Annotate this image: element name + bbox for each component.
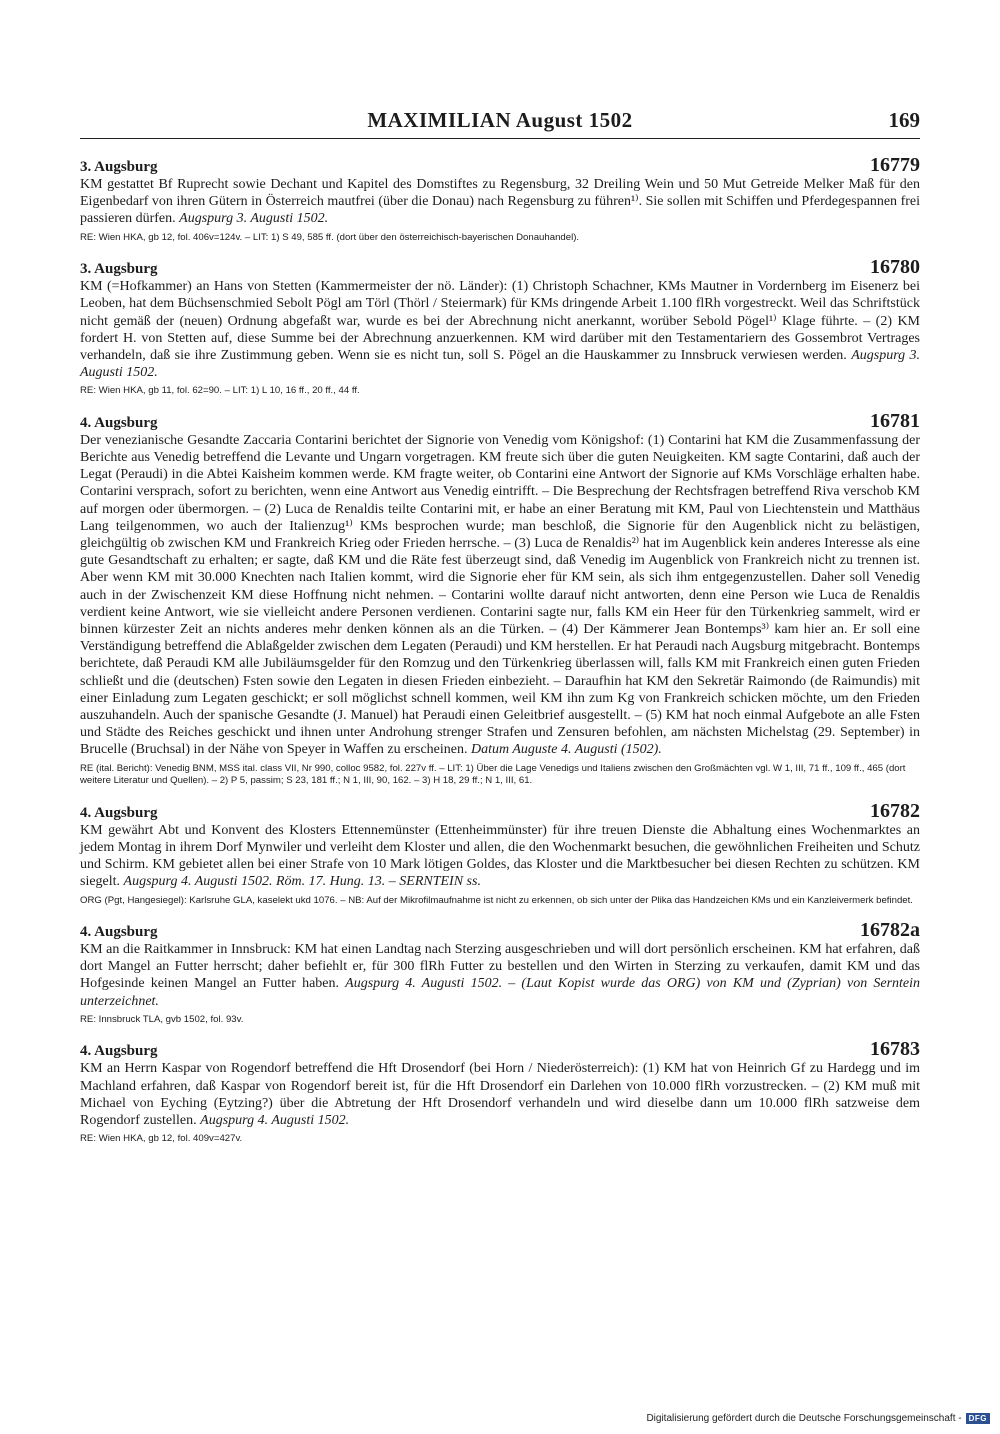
entry-reference: ORG (Pgt, Hangesiegel): Karlsruhe GLA, kaselekt ukd 1076. – NB: Auf der Mikrofilmaufnahme ist nicht zu erkennen, ob sich unter der Plika das Handzeichen KMs und ein Kanzleivermerk befindet. [80, 894, 913, 906]
entry-number: 16782a [860, 919, 920, 941]
entry [80, 919, 920, 1026]
entry-number: 16781 [870, 409, 920, 432]
entry-date-place: 3. Augsburg [80, 159, 158, 175]
entry-number: 16782 [870, 799, 920, 822]
entry-text: KM an Herrn Kaspar von Rogendorf betreffend die Hft Drosendorf (bei Horn / Niederösterreich): (1) KM hat von Heinrich Gf zu Hardegg und im Machland erfahren, daß Kaspar von Rogendorf bereit ist, für die Hft Drosendorf ein Darlehen von 10.000 flRh vorzustrecken. – (2) KM muß mit Michael von Eyching (Eytzing?) über die Abtretung der Hft Drosendorf verhandeln und wird dieselbe dann um 10.000 flRh satzweise dem Rogendorf zustellen. [80, 1061, 920, 1128]
header-rule [80, 138, 920, 139]
entry-header [80, 1038, 920, 1060]
entry-reference: RE: Innsbruck TLA, gvb 1502, fol. 93v. [80, 1013, 244, 1025]
entry-dating: Augspurg 4. Augusti 1502. [200, 1112, 350, 1128]
entry-text: KM gestattet Bf Ruprecht sowie Dechant und Kapitel des Domstiftes zu Regensburg, 32 Dreiling Wein und 50 Mut Getreide Melker Maß für den Eigenbedarf von ihren Gütern in Österreich mautfrei (über die Donau) nach Regensburg zu führen¹⁾. Sie sollen mit Schiffen und Pferdegespannen frei passieren dürfen. [80, 177, 920, 227]
entry-body [80, 822, 920, 891]
entry-header [80, 410, 920, 432]
entry-dating: Augspurg 4. Augusti 1502. Röm. 17. Hung. 13. – SERNTEIN ss. [123, 874, 481, 890]
entry-header [80, 154, 920, 176]
entry-body [80, 432, 920, 759]
entry-header [80, 256, 920, 278]
entry-header [80, 919, 920, 941]
entry-body [80, 941, 920, 1010]
entry-body [80, 278, 920, 381]
entry-text: KM an die Raitkammer in Innsbruck: KM hat einen Landtag nach Sterzing ausgeschrieben und will dort persönlich erscheinen. KM hat erfahren, daß dort Mangel an Futter herrscht; daher befiehlt er, für 300 flRh Futter zu bestellen und den Wirten in Sterzing zu verkaufen, damit KM und das Hofgesinde keinen Mangel an Futter haben. [80, 942, 920, 992]
entry-header [80, 800, 920, 822]
entry-number: 16783 [870, 1038, 920, 1061]
entry-text: KM (=Hofkammer) an Hans von Stetten (Kammermeister der nö. Länder): (1) Christoph Schachner, KMs Mautner in Vordernberg im Eisenerz bei Leoben, hat dem Büchsenschmied Sebolt Pögl am Törl (Thörl / Steiermark) für KMs dringende Arbeit 1.100 flRh vorgestreckt. Weil das Schriftstück nicht gemäß der (neuen) Ordnung abgefaßt war, wurde es bei der Abrechnung nicht anerkannt, worüber Sebold Pögel¹⁾ Klage führte. – (2) KM fordert H. von Stetten auf, diese Summe bei der Abrechnung anzuerkennen. KM wird darüber mit den Testamentariern des Gossembrot Vertrages verhandeln, daß sie ihre Zustimmung geben. Wenn sie es nicht tun, soll S. Pögel an die Hauskammer zu Innsbruck verwiesen werden. [80, 279, 920, 363]
page-number: 169 [888, 108, 920, 132]
entry [80, 800, 920, 907]
entry-dating: Datum Auguste 4. Augusti (1502). [471, 742, 662, 758]
entry [80, 256, 920, 398]
entry-reference: RE (ital. Bericht): Venedig BNM, MSS ital. class VII, Nr 990, colloc 9582, fol. 227v ff. – LIT: 1) Über die Lage Venedigs und Italiens zwischen den Großmächten vgl. W 1, III, 71 ff., 109 ff., 465 (dort weitere Literatur und Quellen). – 2) P 5, passim; S 23, 181 ff.; N 1, III, 90, 162. – 3) H 18, 29 ff.; N 1, III, 61. [80, 762, 906, 787]
entry-date-place: 4. Augsburg [80, 414, 158, 431]
footer [646, 1413, 990, 1424]
running-title: MAXIMILIAN August 1502 [367, 108, 633, 132]
entry-dating: Augspurg 3. Augusti 1502. [80, 347, 920, 381]
entries-list [80, 154, 920, 1158]
entry-reference: RE: Wien HKA, gb 12, fol. 409v=427v. [80, 1133, 243, 1145]
footer-credit: Digitalisierung gefördert durch die Deutsche Forschungsgemeinschaft - [646, 1413, 962, 1424]
entry-text: KM gewährt Abt und Konvent des Klosters Ettennemünster (Ettenheimmünster) für ihre treuen Dienste die Abhaltung eines Wochenmarktes an jedem Montag in ihrem Dorf Mynwiler und verleiht dem Kloster und allen, die den Wochenmarkt besuchen, die gewöhnlichen Freiheiten und Schutz und Schirm. KM gebietet allen bei einer Strafe von 10 Mark lötigen Goldes, das Kloster und die Marktbesucher bei diesen Rechten zu schützen. KM siegelt. [80, 822, 920, 890]
entry-reference: RE: Wien HKA, gb 12, fol. 406v=124v. – LIT: 1) S 49, 585 ff. (dort über den österreichisch-bayerischen Donauhandel). [80, 231, 580, 243]
entry-dating: Augspurg 4. Augusti 1502. – (Laut Kopist wurde das ORG) von KM und (Zyprian) von Serntein unterzeichnet. [80, 976, 921, 1009]
entry-date-place: 4. Augsburg [80, 924, 158, 940]
entry [80, 1038, 920, 1145]
entry-text: Der venezianische Gesandte Zaccaria Contarini berichtet der Signorie von Venedig vom Königshof: (1) Contarini hat KM die Zusammenfassung der Berichte aus Venedig betreffend die Levante und Ungarn vorgetragen. KM freute sich über die guten Neuigkeiten. KM sagte Contarini, daß auch der Legat (Peraudi) in die Abtei Kaisheim kommen werde. KM fragte weiter, ob Contarini eine Antwort der Signorie auf KMs Vorschläge erhalten habe. Contarini versprach, sofort zu berichten, wenn eine Antwort aus Venedig eintrifft. – Die Besprechung der Rechtsfragen betreffend Riva verschob KM auf morgen oder übermorgen. – (2) Luca de Renaldis teilte Contarini mit, er habe an einer Beratung mit KM, Paul von Liechtenstein und Matthäus Lang teilgenommen, wo auch der Italienzug¹⁾ KMs besprochen wurde; man beschloß, die Signorie für den Augenblick nicht zu belästigen, gleichgültig ob zwischen KM und Frankreich Krieg oder Frieden herrsche. – (3) Luca de Renaldis²⁾ hat im Augenblick kein anderes Interesse als eine gute Gesandtschaft zu erhalten; er sagte, daß KM und die Räte fest überzeugt sind, daß Venedig im Augenblick von Frankreich nicht zu trennen ist. Aber wenn KM mit 30.000 Knechten nach Italien kommt, wird die Signorie eher für KM sein, als sich ihm entgegenzustellen. Daher soll Venedig auch in der Zwischenzeit KM diese Hoffnung nicht nehmen. – Contarini wollte darauf nicht antworten, denn eine Person wie Luca de Renaldis verdient keine Antwort, wie sie vielleicht andere Personen verdienen. Contarini sagte nur, falls KM ein Heer für den Türkenkrieg sammelt, wird er binnen kürzester Zeit an nichts anderes mehr denken können als an die Türken. – (4) Der Kämmerer Jean Bontemps³⁾ kam hier an. Er soll eine Verständigung betreffend die Ablaßgelder zwischen dem Legaten (Peraudi) und KM herstellen. Er hat Peraudi nach Augsburg mitgebracht. Bontemps berichtete, daß Peraudi KM alle Jubiläumsgelder für den Romzug und den Türkenkrieg überlassen will, falls KM mit Frankreich einen guten Frieden schließt und die (deutschen) Fsten sowie den Legaten in diesen Frieden einbezieht. – Daraufhin hat KM den Sekretär Raimondo (de Raimundis) mit einer Einladung zum Legaten geschickt; er soll möglichst schnell kommen, weil KM ihn zum Kg von Frankreich schicken möchte, um den Frieden auszuhandeln. Auch der spanische Gesandte (J. Manuel) hat Peraudi einen Geleitbrief ausgestellt. – (5) KM hat noch einmal Aufgebote an alle Fsten und Städte des Reiches geschickt und ihnen unter Androhung strenger Strafen und Zensuren befohlen, am nächsten Michelstag (29. September) in Brucelle (Bruchsal) in der Nähe von Speyer in Waffen zu erscheinen. [80, 432, 920, 758]
entry [80, 410, 920, 788]
entry-date-place: 4. Augsburg [80, 804, 158, 821]
dfg-logo: DFG [966, 1413, 990, 1424]
entry-reference: RE: Wien HKA, gb 11, fol. 62=90. – LIT: 1) L 10, 16 ff., 20 ff., 44 ff. [80, 385, 360, 397]
page-header [80, 108, 920, 136]
entry-number: 16779 [870, 154, 920, 176]
entry-date-place: 4. Augsburg [80, 1043, 158, 1060]
entry-number: 16780 [870, 256, 920, 279]
entry-date-place: 3. Augsburg [80, 261, 158, 278]
entry-dating: Augspurg 3. Augusti 1502. [179, 211, 329, 227]
entry [80, 154, 920, 244]
entry-body [80, 176, 920, 228]
entry-body [80, 1060, 920, 1129]
